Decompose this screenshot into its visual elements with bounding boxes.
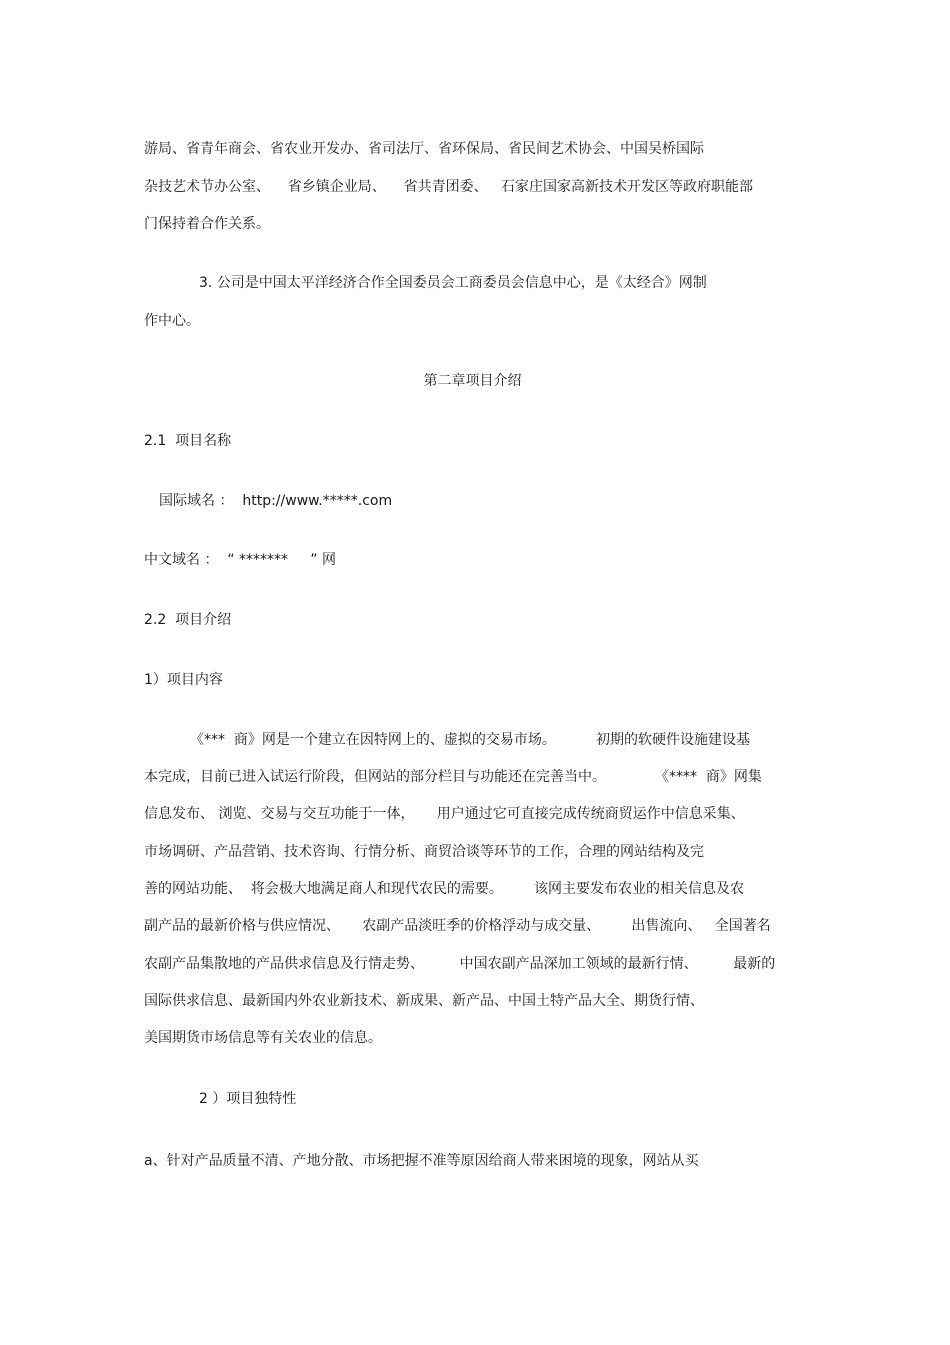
para1-line-2: 杂技艺术节办公室、 省乡镇企业局、 省共青团委、 石家庄国家高新技术开发区等政府职能部 (144, 179, 753, 195)
section-2-1-heading: 2.1 项目名称 (144, 433, 232, 449)
para2-line-2: 作中心。 (144, 313, 200, 329)
sub1-heading: 1）项目内容 (144, 672, 223, 688)
intl-domain-line: 国际域名 ： http://www.*****.com (159, 493, 393, 509)
body-line-8: 国际供求信息、最新国内外农业新技术、新成果、新产品、中国土特产品大全、期货行情、 (144, 993, 704, 1009)
body-line-3: 信息发布、 浏览、交易与交互功能于一体， 用户通过它可直接完成传统商贸运作中信息采集、 (144, 806, 745, 822)
chapter-title: 第二章项目介绍 (423, 373, 522, 389)
body-line-5: 善的网站功能、 将会极大地满足商人和现代农民的需要。 该网主要发布农业的相关信息及农 (144, 881, 745, 897)
sub2-heading: 2 ）项目独特性 (199, 1091, 297, 1107)
body-line-2: 本完成，目前已进入试运行阶段，但网站的部分栏目与功能还在完善当中。 《**** 商》网集 (144, 769, 762, 785)
para2-line-1: 3. 公司是中国太平洋经济合作全国委员会工商委员会信息中心，是《太经合》网制 (199, 275, 707, 291)
body-line-1: 《*** 商》网是一个建立在因特网上的、虚拟的交易市场。 初期的软硬件设施建设基 (190, 732, 750, 748)
item-a-line: a、针对产品质量不清、产地分散、市场把握不准等原因给商人带来困境的现象，网站从买 (144, 1153, 699, 1169)
body-line-9: 美国期货市场信息等有关农业的信息。 (144, 1030, 382, 1046)
para1-line-1: 游局、省青年商会、省农业开发办、省司法厅、省环保局、省民间艺术协会、中国吴桥国际 (144, 141, 704, 157)
body-line-6: 副产品的最新价格与供应情况、 农副产品淡旺季的价格浮动与成交量、 出售流向、 全国著名 (144, 918, 771, 934)
para1-line-3: 门保持着合作关系。 (144, 216, 270, 232)
body-line-4: 市场调研、产品营销、技术咨询、行情分析、商贸洽谈等环节的工作，合理的网站结构及完 (144, 844, 704, 860)
section-2-2-heading: 2.2 项目介绍 (144, 612, 232, 628)
cn-domain-line: 中文域名 ： “ ******* ” 网 (144, 552, 337, 568)
body-line-7: 农副产品集散地的产品供求信息及行情走势、 中国农副产品深加工领域的最新行情、 最新的 (144, 956, 776, 972)
